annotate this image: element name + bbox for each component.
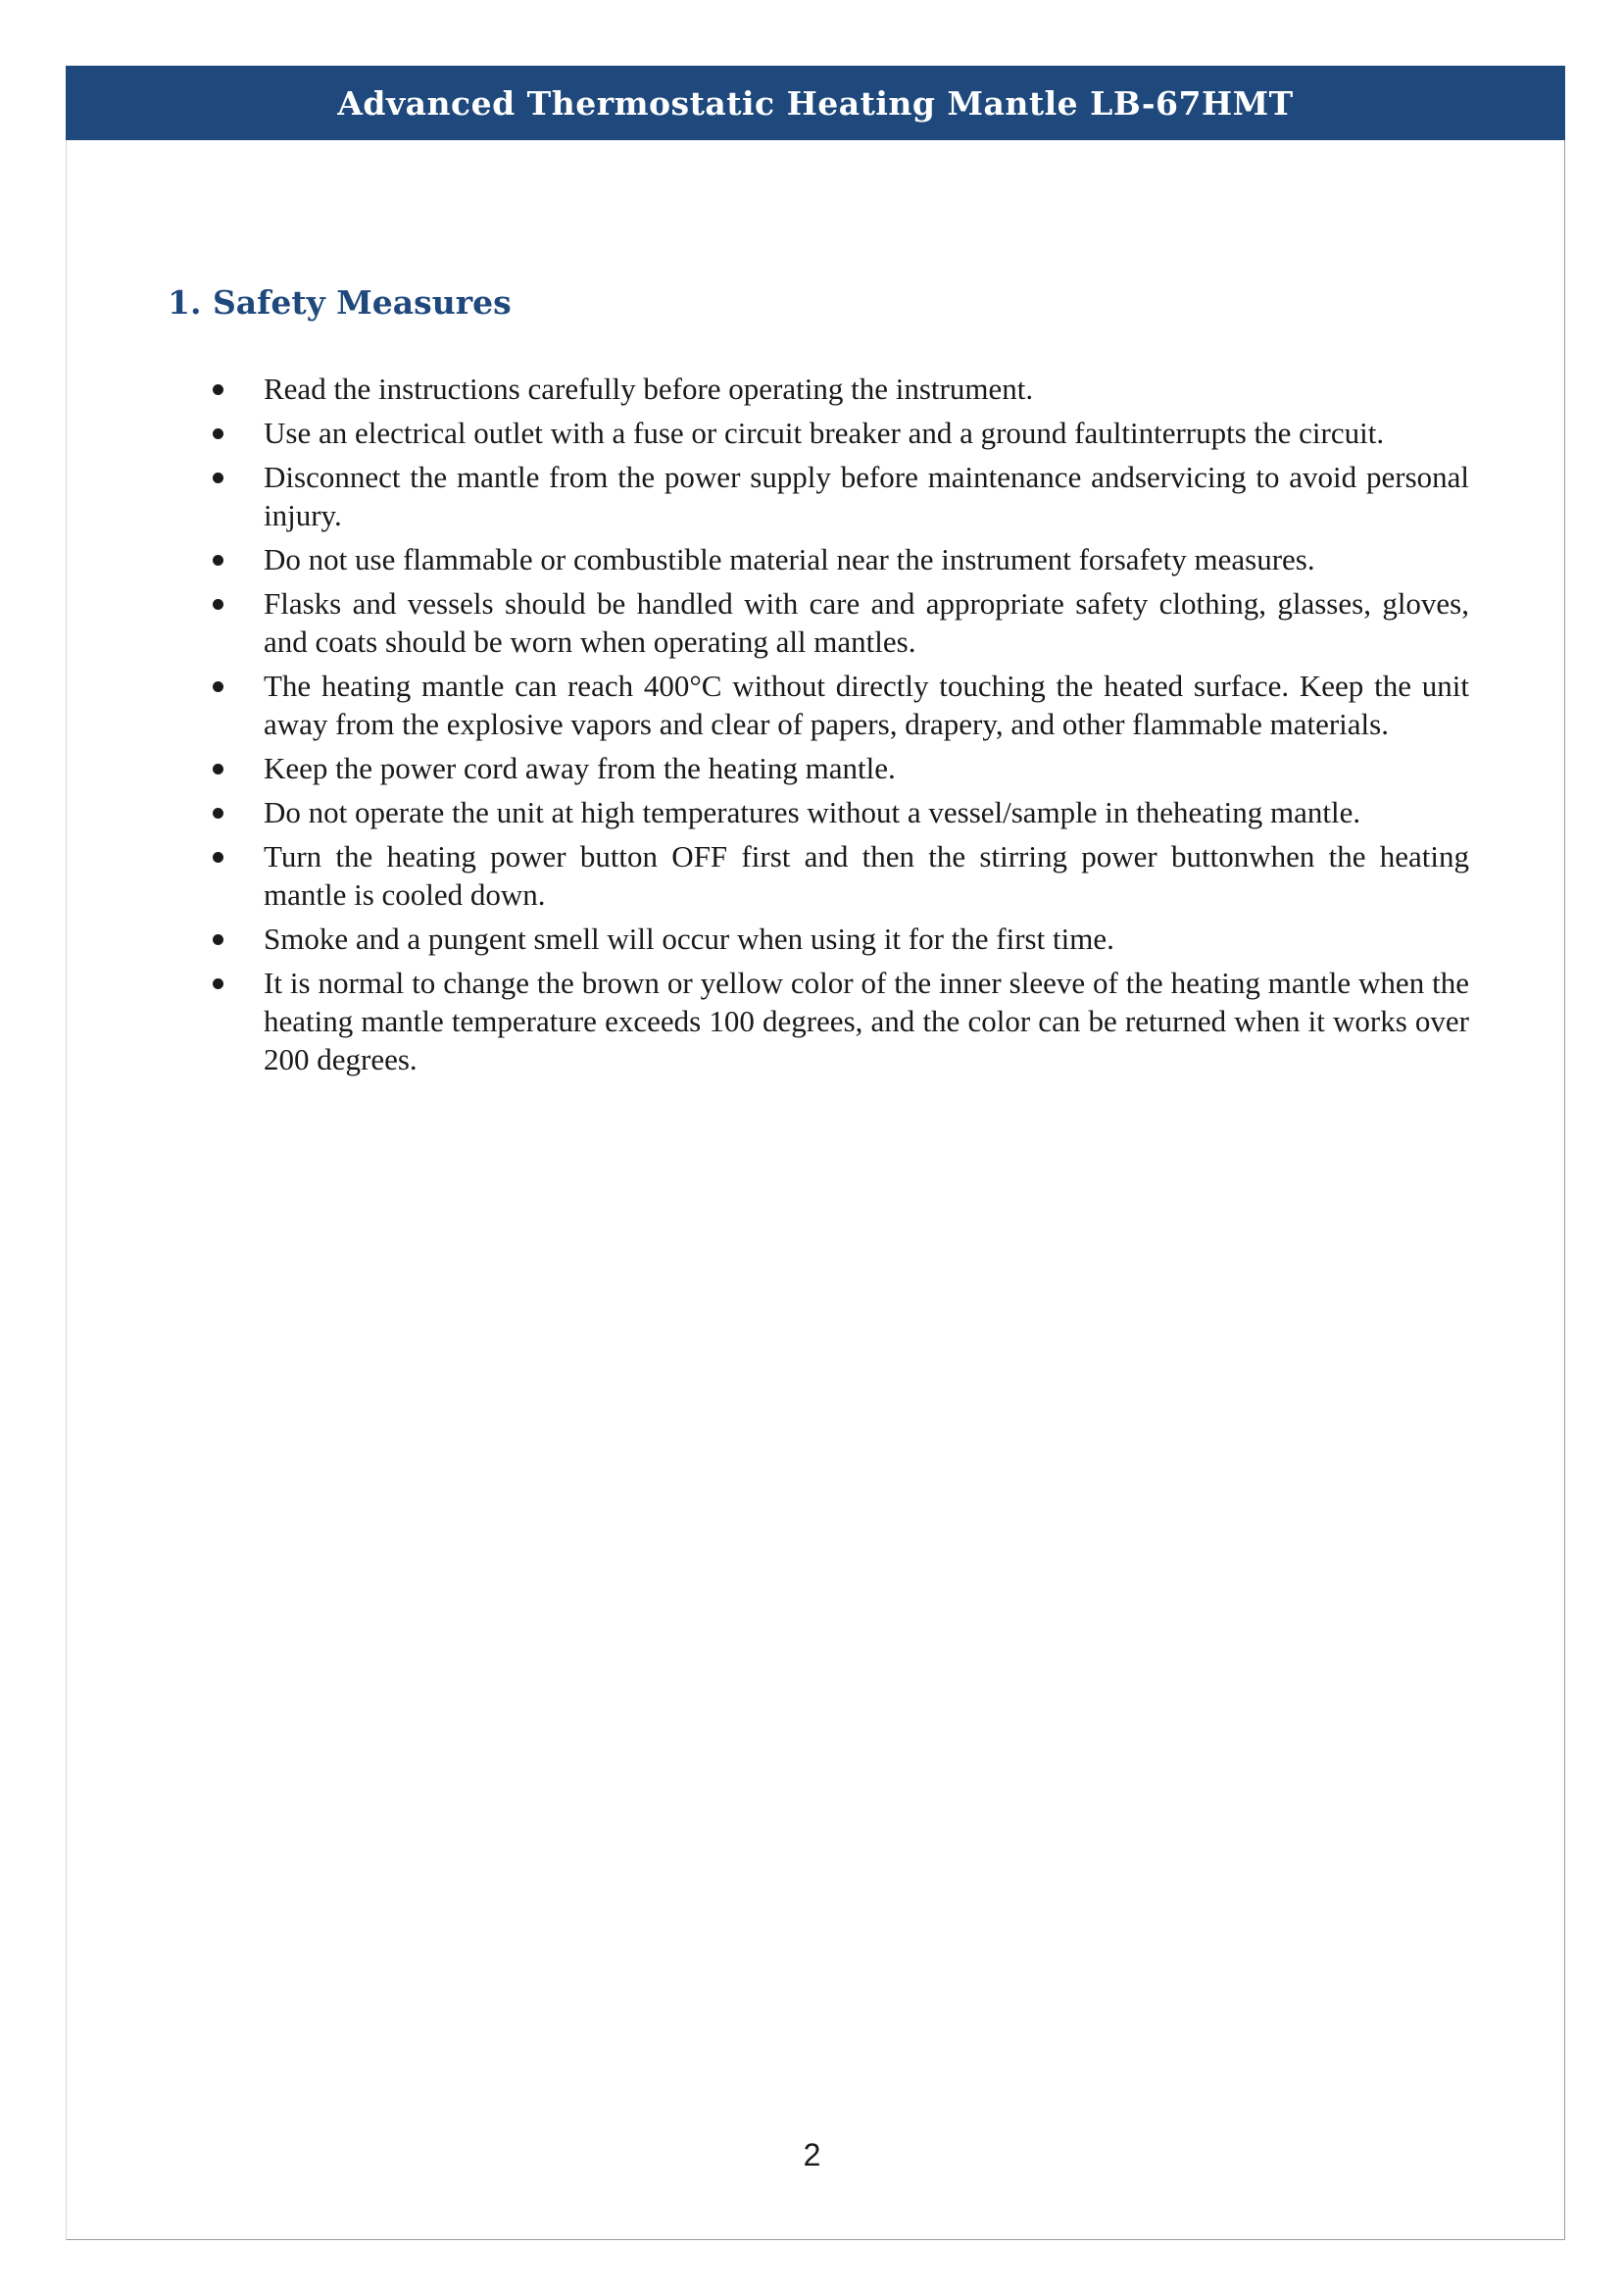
list-item-text: Turn the heating power button OFF first and then the stirring power buttonwhen the heating mantle is cooled down. <box>264 839 1469 912</box>
list-item <box>211 667 1469 743</box>
list-item <box>211 584 1469 661</box>
list-item <box>211 964 1469 1078</box>
bullet-icon <box>213 681 223 692</box>
bullet-icon <box>213 384 223 395</box>
list-item <box>211 837 1469 914</box>
list-item-text: Flasks and vessels should be handled with care and appropriate safety clothing, glasses, gloves, and coats should be worn when operating all mantles. <box>264 586 1469 659</box>
bullet-icon <box>213 808 223 819</box>
bullet-icon <box>213 599 223 610</box>
section-heading: 1. Safety Measures <box>168 283 512 322</box>
list-item-text: Do not use flammable or combustible material near the instrument forsafety measures. <box>264 542 1315 576</box>
list-item-text: Read the instructions carefully before operating the instrument. <box>264 372 1034 406</box>
list-item <box>211 414 1469 452</box>
list-item <box>211 793 1469 831</box>
list-item-text: Disconnect the mantle from the power supply before maintenance andservicing to avoid personal injury. <box>264 460 1469 532</box>
page-number: 2 <box>803 2137 821 2172</box>
list-item <box>211 370 1469 408</box>
bullet-icon <box>213 852 223 863</box>
safety-bullet-list <box>211 370 1469 1084</box>
list-item-text: Use an electrical outlet with a fuse or circuit breaker and a ground faultinterrupts the circuit. <box>264 416 1385 450</box>
bullet-icon <box>213 934 223 945</box>
bullet-icon <box>213 978 223 989</box>
list-item <box>211 749 1469 787</box>
bullet-icon <box>213 555 223 566</box>
list-item-text: Do not operate the unit at high temperatures without a vessel/sample in theheating mantle. <box>264 795 1361 829</box>
list-item-text: Keep the power cord away from the heating mantle. <box>264 751 896 785</box>
document-title: Advanced Thermostatic Heating Mantle LB-67HMT <box>337 83 1294 123</box>
bullet-icon <box>213 428 223 439</box>
list-item-text: It is normal to change the brown or yellow color of the inner sleeve of the heating mantle when the heating mantle temperature exceeds 100 degrees, and the color can be returned when it works over 200 degrees. <box>264 966 1469 1076</box>
bullet-icon <box>213 473 223 483</box>
list-item <box>211 458 1469 534</box>
header-bar <box>66 66 1565 140</box>
bullet-icon <box>213 764 223 774</box>
list-item-text: The heating mantle can reach 400°C without directly touching the heated surface. Keep the unit away from the explosive vapors and clear of papers, drapery, and other flammable materials. <box>264 669 1469 741</box>
list-item-text: Smoke and a pungent smell will occur when using it for the first time. <box>264 922 1114 956</box>
list-item <box>211 920 1469 958</box>
list-item <box>211 540 1469 578</box>
